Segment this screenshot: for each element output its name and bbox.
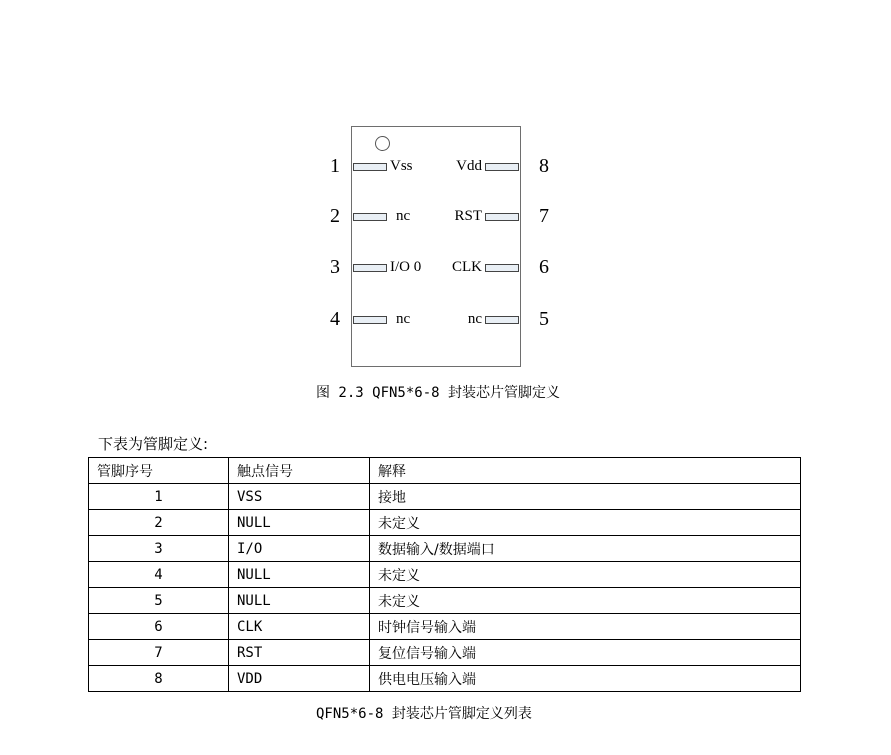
pin-definition-table [88, 457, 801, 692]
cell-signal: VSS [229, 484, 370, 510]
pin-number-5: 5 [539, 308, 549, 330]
cell-signal: NULL [229, 562, 370, 588]
cell-pin: 4 [89, 562, 229, 588]
pin-label-3: I/O 0 [390, 259, 422, 275]
pin-number-6: 6 [539, 256, 549, 278]
table-header-row [89, 458, 801, 484]
cell-signal: CLK [229, 614, 370, 640]
pin-label-5: nc [467, 311, 482, 327]
header-pin-number: 管脚序号 [89, 458, 229, 484]
cell-pin: 3 [89, 536, 229, 562]
pin-number-3: 3 [330, 256, 340, 278]
cell-signal: RST [229, 640, 370, 666]
table-row [89, 562, 801, 588]
table-caption: QFN5*6-8 封装芯片管脚定义列表 [316, 706, 532, 722]
pin-pad-1 [353, 163, 387, 171]
pin-label-4: nc [396, 311, 411, 327]
table-row [89, 666, 801, 692]
cell-pin: 5 [89, 588, 229, 614]
table-row [89, 640, 801, 666]
cell-description: 未定义 [370, 510, 801, 536]
header-description: 解释 [370, 458, 801, 484]
cell-signal: NULL [229, 588, 370, 614]
pin-number-4: 4 [330, 308, 340, 330]
table-row [89, 614, 801, 640]
pin-label-6: CLK [452, 259, 482, 275]
table-row [89, 536, 801, 562]
cell-signal: VDD [229, 666, 370, 692]
cell-pin: 1 [89, 484, 229, 510]
cell-description: 数据输入/数据端口 [370, 536, 801, 562]
pin-number-2: 2 [330, 205, 340, 227]
pin-pad-6 [485, 264, 519, 272]
cell-description: 未定义 [370, 562, 801, 588]
pin-pad-2 [353, 213, 387, 221]
cell-signal: I/O [229, 536, 370, 562]
pin-pad-4 [353, 316, 387, 324]
pin-pad-7 [485, 213, 519, 221]
chip-package [351, 126, 521, 367]
pin-number-7: 7 [539, 205, 549, 227]
cell-pin: 7 [89, 640, 229, 666]
pin-pad-5 [485, 316, 519, 324]
pin-label-7: RST [454, 208, 482, 224]
cell-description: 未定义 [370, 588, 801, 614]
cell-pin: 2 [89, 510, 229, 536]
pin1-marker-circle [375, 136, 390, 151]
pin-label-8: Vdd [456, 158, 482, 174]
cell-description: 供电电压输入端 [370, 666, 801, 692]
cell-signal: NULL [229, 510, 370, 536]
pin-number-1: 1 [330, 155, 340, 177]
intro-text: 下表为管脚定义: [98, 435, 209, 453]
cell-description: 接地 [370, 484, 801, 510]
pin-label-1: Vss [390, 158, 413, 174]
pin-pad-3 [353, 264, 387, 272]
figure-caption: 图 2.3 QFN5*6-8 封装芯片管脚定义 [316, 385, 561, 401]
cell-pin: 6 [89, 614, 229, 640]
cell-description: 时钟信号输入端 [370, 614, 801, 640]
table-row [89, 510, 801, 536]
table-row [89, 588, 801, 614]
pin-label-2: nc [396, 208, 411, 224]
table-row [89, 484, 801, 510]
cell-description: 复位信号输入端 [370, 640, 801, 666]
pin-number-8: 8 [539, 155, 549, 177]
header-signal: 触点信号 [229, 458, 370, 484]
cell-pin: 8 [89, 666, 229, 692]
pin-pad-8 [485, 163, 519, 171]
